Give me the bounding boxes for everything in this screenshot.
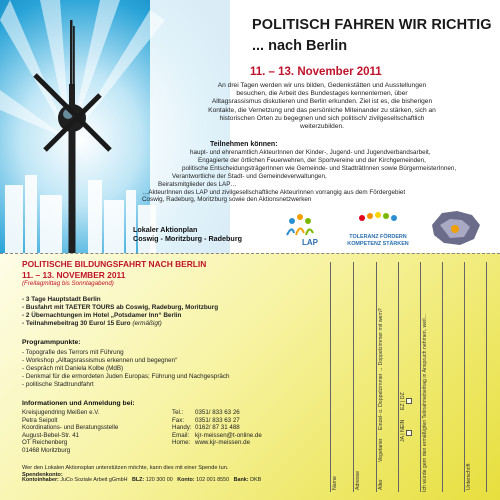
signature-label: Unterschrift — [466, 463, 472, 490]
form-dates: 11. – 13. NOVEMBER 2011 — [22, 270, 126, 280]
fact-line: - 2 Übernachtungen im Hotel „Potsdamer Inn“ Berlin — [22, 312, 182, 320]
contact-email-row[interactable]: Email: kjr-meissen@t-online.de — [172, 431, 262, 439]
name-label: Name — [332, 476, 338, 490]
vegetarian-checkbox[interactable] — [406, 430, 412, 436]
program-item: - Topografie des Terrors mit Führung — [22, 349, 124, 356]
headline: POLITISCH FAHREN WIR RICHTIG — [252, 17, 492, 33]
action-plan-title: Lokaler Aktionplan — [133, 225, 198, 234]
contact-row: Tel.: 0351/ 833 63 26 — [172, 409, 240, 416]
contact-address — [22, 409, 118, 455]
form-time-note: (Freitagmittag bis Sonntagabend) — [22, 280, 114, 287]
participants-line: Coswig, Radeburg, Moritzburg sowie den Aktionsnetzwerken — [142, 196, 312, 204]
saxony-map-logo — [432, 211, 480, 245]
fact-line: - Teilnahmebeitrag 30 Euro/ 15 Euro (ermäßigt) — [22, 320, 162, 328]
intro-line: An drei Tagen werden wir uns bilden, Gedenkstätten und Ausstellungen — [217, 82, 427, 89]
contact-line: Kreisjugendring Meißen e.V. — [22, 409, 100, 416]
lap-logo-text: LAP — [302, 238, 318, 247]
lap-logo — [287, 214, 319, 247]
contact-line: August-Bebel-Str. 41 — [22, 431, 80, 439]
program-item: - Denkmal für die ermordeten Juden Europas; Führung und Nachgespräch — [22, 373, 230, 380]
participants-line: politische EntscheidungsträgerInnen wie Gemeinde- und StadträtInnen sowie BürgermeisterInnen, — [182, 164, 457, 172]
field-line — [486, 262, 487, 492]
subheadline: ... nach Berlin — [252, 38, 348, 54]
consent-label: Ich würde gern den ermäßigten Teilnahmebeitrag in Anspruch nehmen, weil... — [422, 314, 428, 492]
room-checkbox[interactable] — [406, 398, 412, 404]
ez-dz-label: EZ | DZ — [400, 392, 406, 410]
contact-website-row[interactable]: Home: www.kjr-meissen.de — [172, 439, 251, 447]
fact-line: - Busfahrt mit TAETER TOURS ab Coswig, Radeburg, Moritzburg — [22, 304, 219, 312]
contact-row: Handy: 0162/ 87 31 488 — [172, 424, 240, 432]
room-label: Einzel- o. Doppelzimmer → Doppelzimmer mit wem? — [378, 308, 384, 430]
form-title: POLITISCHE BILDUNGSFAHRT NACH BERLIN — [22, 259, 207, 269]
field-line — [330, 262, 331, 492]
cut-line — [0, 253, 500, 254]
toleranz-line2: KOMPETENZ STÄRKEN — [347, 241, 409, 247]
toleranz-logo — [347, 212, 409, 247]
intro-line: Alltagsrassismus diskutieren und Berlin erkunden. Ziel ist es, die bisherigen — [211, 98, 433, 106]
action-plan-towns: Coswig - Moritzburg - Radeburg — [133, 234, 243, 243]
contact-line: Petra Seipolt — [22, 416, 58, 424]
intro-line: besuchen, die Arbeit des Bundestages kennenlernen, über — [236, 90, 408, 98]
bank-details: Kontoinhaber: JuCo Soziale Arbeit gGmbH BLZ: 120 300 00 Konto: 102 001 8550 Bank: DKB — [22, 477, 262, 483]
toleranz-line1: TOLERANZ FÖRDERN — [349, 234, 407, 240]
field-line — [376, 262, 377, 492]
age-label: Alter — [378, 479, 384, 490]
field-line — [398, 262, 399, 492]
participants-list — [140, 149, 457, 204]
participants-line: Beiratsmitglieder des LAP… — [158, 180, 237, 188]
registration-slip — [318, 262, 490, 494]
vegetarian-label: Vegetarier — [378, 438, 384, 462]
contact-details — [172, 409, 262, 447]
address-label: Adresse — [355, 470, 361, 490]
fact-line: - 3 Tage Hauptstadt Berlin — [22, 296, 101, 303]
participants-line: Verantwortliche der Stadt- und Gemeindeverwaltungen, — [172, 172, 327, 180]
ja-nein-label: JA | NEIN — [400, 419, 406, 442]
field-line — [420, 262, 421, 492]
field-line — [442, 262, 443, 492]
intro-paragraph — [152, 82, 492, 131]
field-line — [353, 262, 354, 492]
program-item: - Gespräch mit Daniela Kolbe (MdB) — [22, 365, 124, 372]
contact-line: 01468 Moritzburg — [22, 446, 71, 454]
intro-line: weiterzubilden. — [300, 123, 344, 131]
sponsor-logos — [282, 205, 492, 250]
participants-line: haupt- und ehrenamtlich AkteurInnen der Kinder-, Jugend- und Jugendverbandsarbeit, — [190, 149, 431, 156]
event-dates: 11. – 13. November 2011 — [250, 66, 382, 78]
donation-account-label: Spendenkonto: — [22, 472, 63, 479]
program-item: - Workshop „Alltagsrassismus erkennen und begegnen“ — [22, 357, 178, 364]
field-line — [464, 262, 465, 492]
contact-line: Koordinations- und Beratungsstelle — [22, 424, 119, 432]
intro-line: historischen Orten zu begegnen und sich politisch/ zivilgesellschaftlich — [219, 114, 425, 122]
participants-line: …AkteurInnen des LAP und zivilgesellschaftliche AkteurInnen vorrangig aus dem Fördergebiet — [142, 188, 406, 196]
donation-text: Wer den Lokalen Aktionsplan unterstützen möchte, kann dies mit einer Spende tun. — [22, 465, 229, 471]
contact-row: Fax: 0351/ 833 63 27 — [172, 416, 240, 424]
program-list — [22, 349, 230, 389]
contact-line: OT Reichenberg — [22, 439, 68, 447]
program-title: Programmpunkte: — [22, 339, 81, 346]
intro-line: Kontakte, die Vernetzung und das persönliche Miteinander zu stärken, sich an — [208, 106, 436, 114]
info-title: Informationen und Anmeldung bei: — [22, 400, 135, 407]
trip-facts — [22, 296, 218, 328]
participants-line: Engagierte der örtlichen Feuerwehren, der Sportvereine und der Kirchgemeinden, — [198, 156, 426, 164]
action-plan-label — [133, 225, 242, 243]
participants-title: Teilnehmen können: — [210, 141, 278, 148]
program-item: - politische Stadtrundfahrt — [22, 381, 94, 388]
